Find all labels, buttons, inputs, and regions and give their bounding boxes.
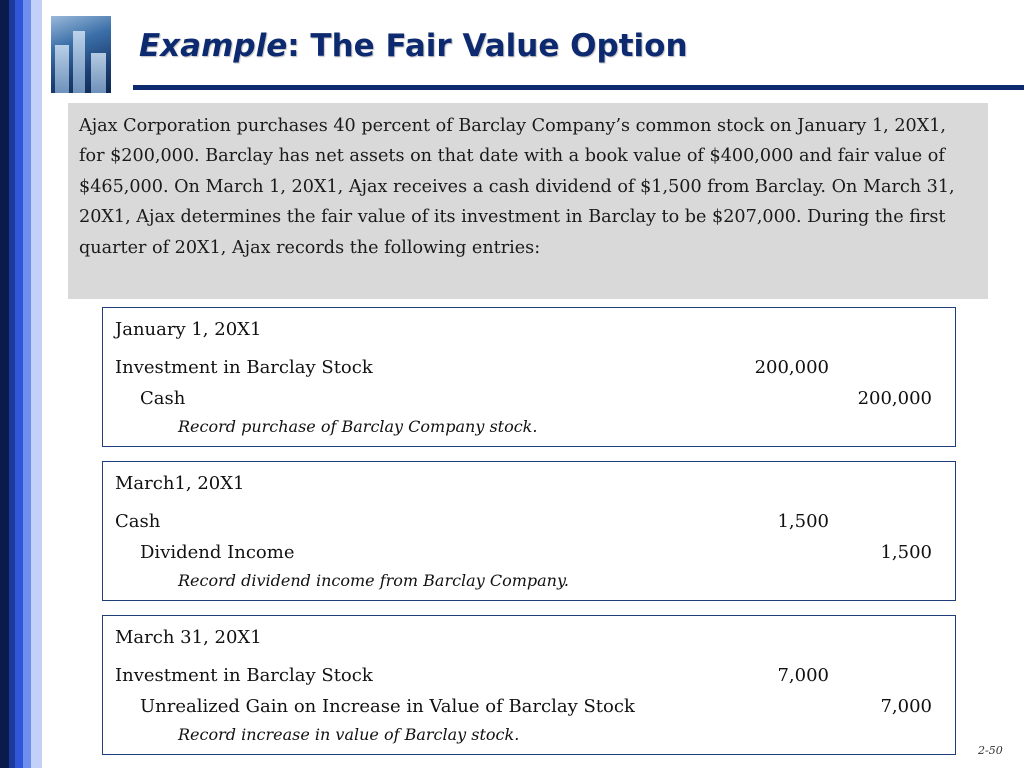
- credit-amount: 7,000: [880, 696, 932, 717]
- debit-amount: 7,000: [777, 665, 829, 686]
- debit-amount: 200,000: [754, 357, 829, 378]
- entry-date: March1, 20X1: [115, 473, 245, 494]
- left-stripe-decoration: [0, 0, 42, 768]
- entry-memo: Record increase in value of Barclay stock.: [178, 725, 520, 744]
- logo-building-3: [91, 53, 106, 93]
- credit-amount: 200,000: [857, 388, 932, 409]
- debit-account: Investment in Barclay Stock: [115, 357, 373, 378]
- entry-date: January 1, 20X1: [115, 319, 262, 340]
- credit-line: [115, 383, 943, 414]
- logo-building-2: [73, 31, 85, 93]
- stripe-pale: [31, 0, 42, 768]
- title-italic: Example: [139, 28, 288, 64]
- credit-account: Unrealized Gain on Increase in Value of Barclay Stock: [140, 696, 635, 717]
- credit-account: Cash: [140, 388, 186, 409]
- journal-entry-march1: [102, 461, 956, 601]
- slide-title: [139, 28, 688, 64]
- stripe-light: [23, 0, 31, 768]
- entry-memo: Record dividend income from Barclay Company.: [178, 571, 569, 590]
- credit-line: [115, 691, 943, 722]
- stripe-blue: [15, 0, 23, 768]
- credit-amount: 1,500: [880, 542, 932, 563]
- title-rest: : The Fair Value Option: [287, 28, 688, 64]
- debit-account: Cash: [115, 511, 161, 532]
- debit-amount: 1,500: [777, 511, 829, 532]
- debit-line: [115, 352, 943, 383]
- journal-entry-march31: [102, 615, 956, 755]
- credit-line: [115, 537, 943, 568]
- entry-memo: Record purchase of Barclay Company stock.: [178, 417, 538, 436]
- title-underline: [133, 85, 1024, 90]
- page-number: 2-50: [978, 744, 1003, 757]
- journal-entry-january: [102, 307, 956, 447]
- intro-paragraph: Ajax Corporation purchases 40 percent of Barclay Company’s common stock on January 1, 20X1, for $200,000. Barclay has net assets on that date with a book value of $400,000 and fair value of $465,000. On March 1, 20X1, Ajax receives a cash dividend of $1,500 from Barclay. On March 31, 20X1, Ajax determines the fair value of its investment in Barclay to be $207,000. During the first quarter of 20X1, Ajax records the following entries:: [68, 103, 988, 299]
- debit-line: [115, 660, 943, 691]
- credit-account: Dividend Income: [140, 542, 295, 563]
- debit-account: Investment in Barclay Stock: [115, 665, 373, 686]
- entry-date: March 31, 20X1: [115, 627, 262, 648]
- debit-line: [115, 506, 943, 537]
- book-cover-logo: [51, 16, 111, 93]
- stripe-dark: [0, 0, 9, 768]
- logo-building-1: [55, 45, 69, 93]
